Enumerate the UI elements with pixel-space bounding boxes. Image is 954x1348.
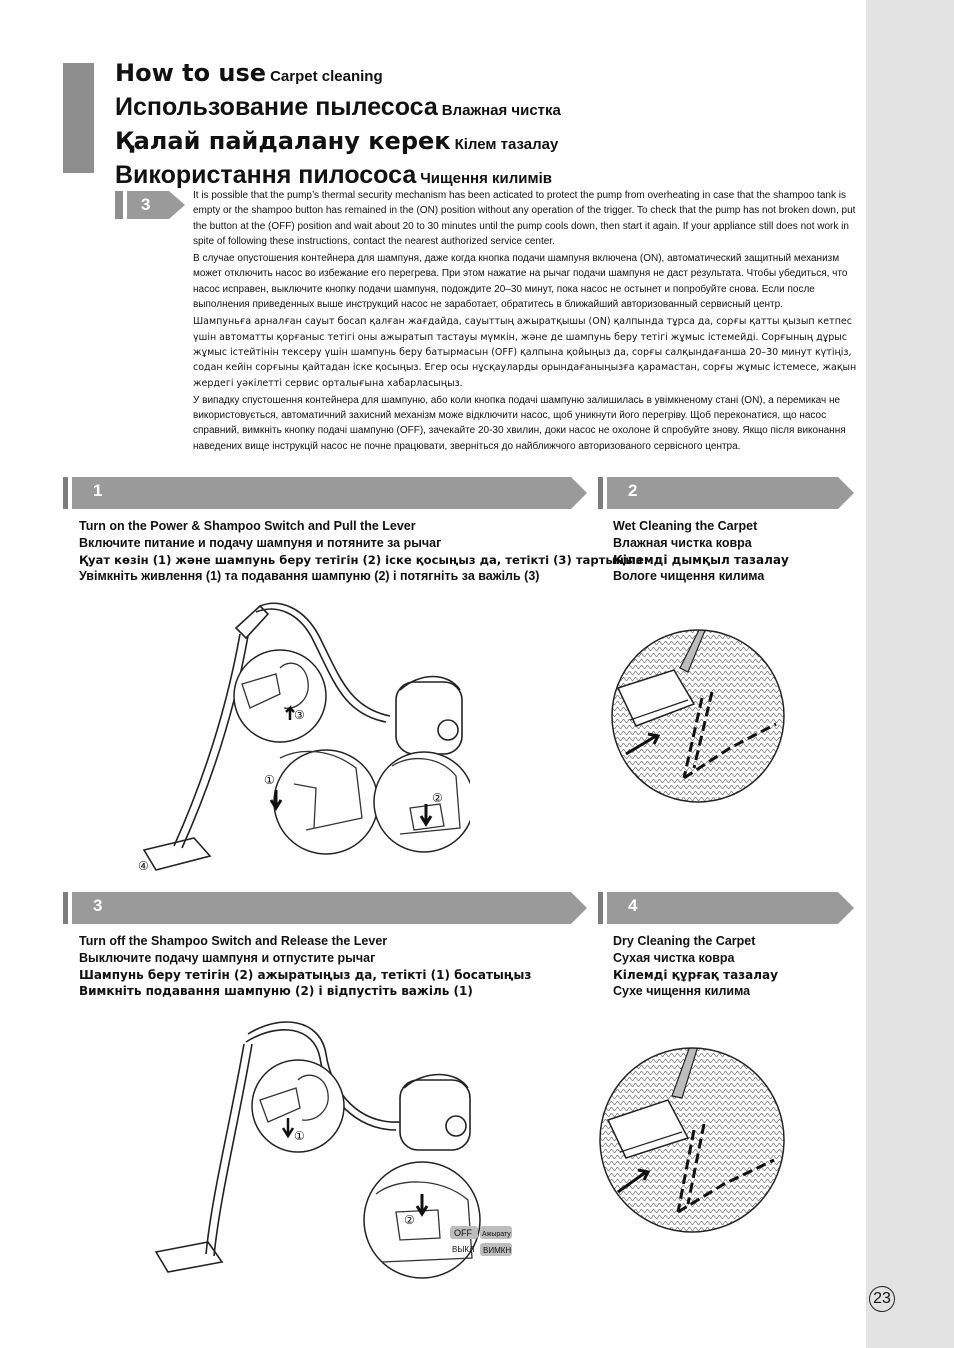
note-paragraph-uk: У випадку спустошення контейнера для шампуню, або коли кнопка подачі шампуню залишилась в увімкненому стані (ON), а перемикач не використовується, автоматичний захисний механізм може відключити насос, щоб уникнути його перегріву. Щоб переконатися, що насос справний, вимкніть кнопку подачі шампуню (OFF), зачекайте 20-30 хвилин, доки насос не охолоне й спробуйте знову. Якщо після виконання наведених вище інструкцій насос не почне працювати, зверніться до найближчого авторизованого сервісного центра. — [193, 394, 846, 452]
callout-2: ② — [432, 791, 443, 805]
callout-2: ② — [404, 1213, 415, 1227]
step-3-title: Turn off the Shampoo Switch and Release the Lever Выключите подачу шампуня и отпустите рычаг Шампунь беру тетігін (2) ажыратыңыз да, тетікті (1) босатыңыз Вимкніть подавання шампуню (2) і відпустіть важіль (1) — [79, 934, 532, 999]
step-3-number: 3 — [93, 896, 103, 915]
step-4-title: Dry Cleaning the Carpet Сухая чистка ковра Кілемді құрғақ тазалау Сухе чищення килима — [613, 934, 778, 999]
title-line-ru: Использование пылесоса Влажная чистка — [115, 93, 561, 121]
step-4-header-bar — [598, 892, 856, 924]
callout-3: ③ — [294, 708, 305, 722]
title-line-en: How to use Carpet cleaning — [115, 59, 383, 87]
title-line-kz: Қалай пайдалану керек Кілем тазалау — [115, 127, 559, 155]
step-1-title: Turn on the Power & Shampoo Switch and Pull the Lever Включите питание и подачу шампуня и потяните за рычаг Қуат көзін (1) және шампунь беру тетігін (2) іске қосыңыз да, тетікті (3) тартыңыз Увімкніть живлення (1) та подавання шампуню (2) і потягніть за важіль (3) — [79, 519, 643, 584]
step-3-header-bar — [63, 892, 589, 924]
step-3-illustration — [150, 1014, 520, 1297]
svg-text:ВИМКН: ВИМКН — [483, 1246, 512, 1255]
note-paragraph-en: It is possible that the pump’s thermal security mechanism has been acticated to protect the pump from overheating in case that the shampoo tank is empty or the shampoo button has remained in the (ON) position without any operation of the trigger. To check that the pump has not broken down, put the button at the (OFF) position and wait about 20 to 30 minutes until the pump cools down, then start it again. If your appliance still does not work in spite of following these instructions, contact the nearest authorized service center. — [193, 190, 856, 247]
page-title — [115, 58, 755, 194]
step-1-illustration — [130, 598, 470, 885]
note-paragraph-kz: Шампуньға арналған сауыт босап қалған жағдайда, сауыттың ажыратқышы (ON) қалпында тұрса да, сорғы қатты қызып кетпес үшін автоматты қорғаныс тетігі оны ажыратып тастауы мүмкін, және де шампунь беру тетігі жұмыс істемейді. Сорғының дұрыс жұмыс істейтінін тексеру үшін шампунь беру батырмасын (OFF) қалпына қойыңыз да, сорғы салқындағанша 20–30 минут күтіңіз, содан кейін сорғыны қайтадан іске қосыңыз. Егер осы нұсқауларды орындағаныңызға қарамастан, сорғы жұмыс істемесе, жақын жердегі уәкілетті сервис орталығына хабарласыңыз. — [193, 316, 857, 389]
step-2-header-bar — [598, 477, 856, 509]
svg-text:Ажырату: Ажырату — [482, 1231, 511, 1238]
step-4-illustration — [598, 1046, 786, 1239]
callout-1: ① — [264, 773, 275, 787]
step-2-number: 2 — [628, 481, 638, 500]
svg-text:OFF: OFF — [454, 1228, 472, 1238]
step-2-illustration — [610, 628, 786, 809]
note-paragraph-ru: В случае опустошения контейнера для шампуня, даже когда кнопка подачи шампуня включена (ON), автоматический защитный механизм может отключить насос во избежание его перегрева. При этом нажатие на рычаг подачи шампуня не даст результата. Чтобы убедиться, что насос исправен, выключите кнопку подачи шампуня, подождите 20–30 минут, пока насос не остынет и попробуйте снова. Если после выполнения приведенных выше инструкций насос не заработает, обратитесь в ближайший авторизованный сервисный центр. — [193, 253, 848, 311]
note-marker-number: 3 — [141, 195, 151, 214]
page-number: 23 — [869, 1286, 895, 1312]
note-marker — [115, 190, 187, 225]
title-accent-bar — [63, 63, 94, 173]
side-margin-strip — [866, 0, 954, 1348]
step-1-header-bar — [63, 477, 589, 509]
title-line-uk: Використання пилососа Чищення килимів — [115, 161, 552, 189]
svg-text:ВЫКЛ: ВЫКЛ — [452, 1245, 475, 1254]
step-4-number: 4 — [628, 896, 638, 915]
step-1-number: 1 — [93, 481, 103, 500]
step-2-title: Wet Cleaning the Carpet Влажная чистка ковра Кілемді дымқыл тазалау Вологе чищення килима — [613, 519, 789, 584]
callout-1: ① — [294, 1129, 305, 1143]
note-text — [193, 188, 858, 456]
callout-4: ④ — [138, 859, 149, 873]
